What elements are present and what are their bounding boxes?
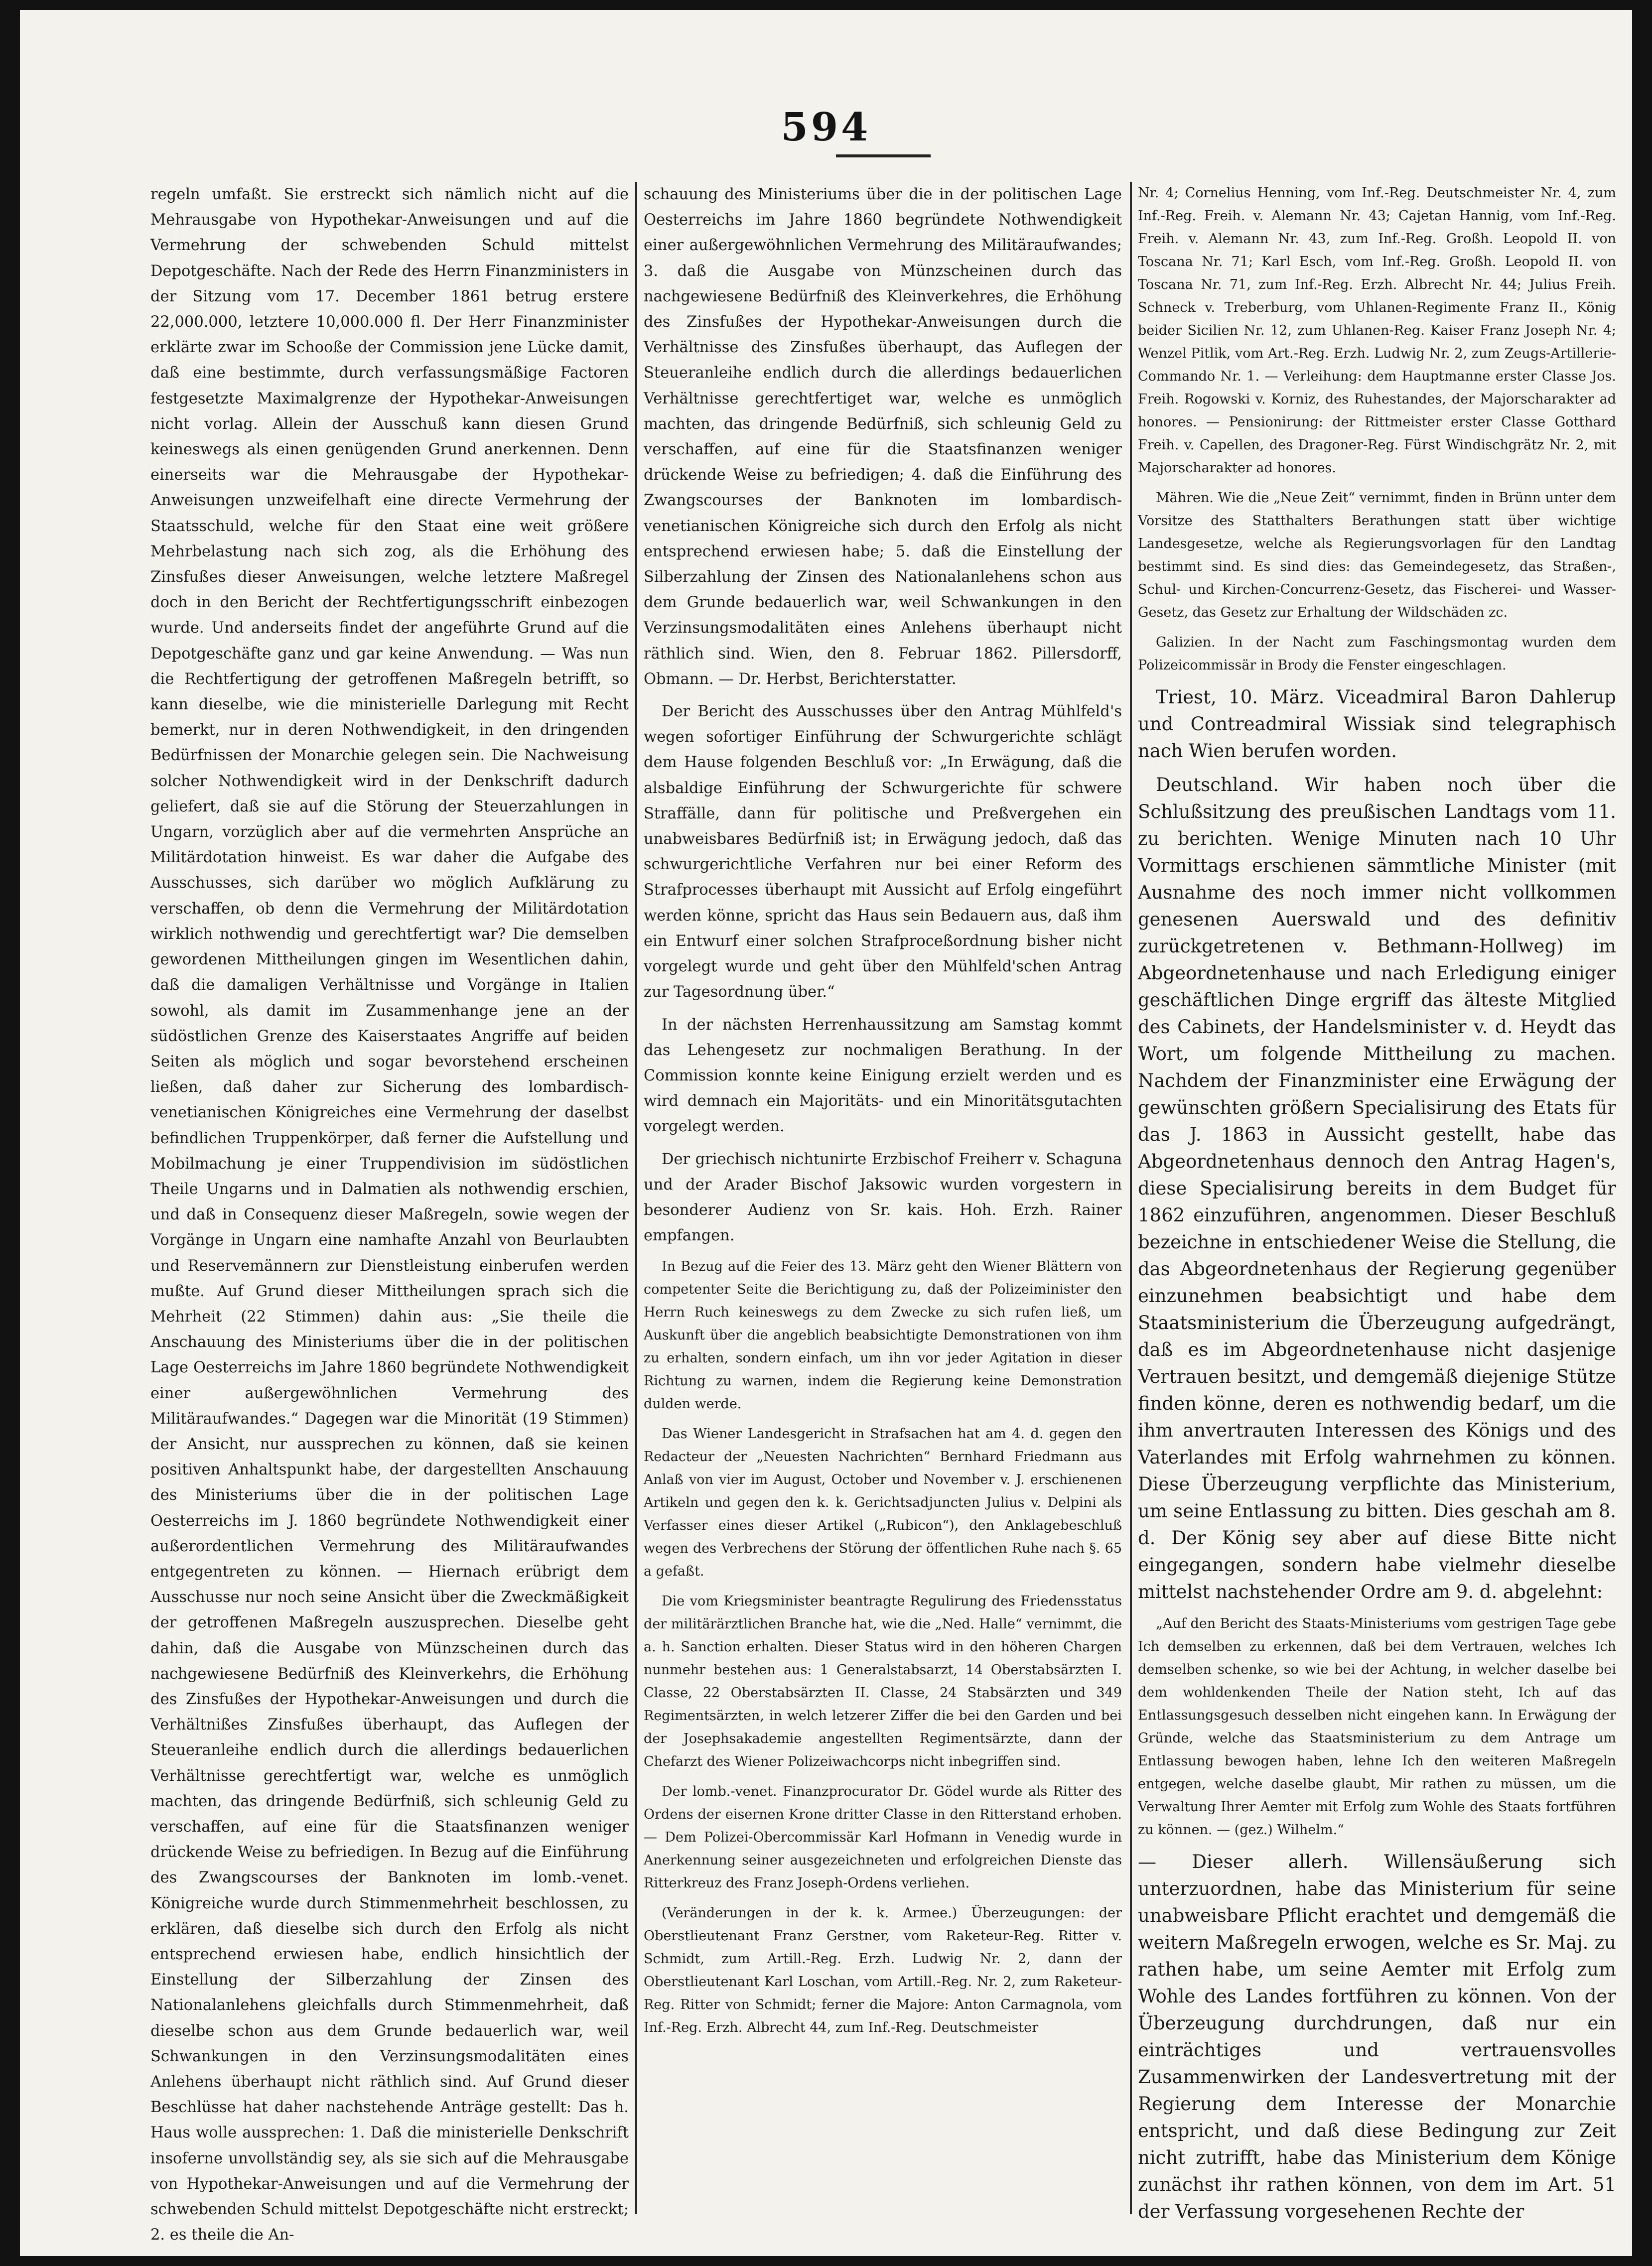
column-divider	[1130, 182, 1132, 2214]
article-paragraph: — Dieser allerh. Willensäußerung sich unterzuordnen, habe das Ministerium für seine unabweisbare Pflicht erachtet und demgemäß die weitern Maßregeln erwogen, welche es Sr. Maj. zu rathen habe, um seine Aemter mit Erfolg zum Wohle des Landes fortführen zu können. Von der Überzeugung durchdrungen, daß nur ein einträchtiges und vertrauensvolles Zusammenwirken der Landesvertretung mit der Regierung dem Interesse der Monarchie entspricht, und daß diese Bedingung zur Zeit nicht zutrifft, habe das Ministerium dem Könige zunächst ihr rathen können, von dem im Art. 51 der Verfassung vorgesehenen Rechte der	[1138, 1851, 1616, 2222]
page-number-underline	[836, 154, 931, 157]
article-paragraph: Triest, 10. März. Viceadmiral Baron Dahlerup und Contreadmiral Wissiak sind telegraphisch nach Wien berufen worden.	[1138, 686, 1616, 762]
article-paragraph: Die vom Kriegsminister beantragte Regulirung des Friedensstatus der militärärztlichen Branche hat, wie die „Ned. Halle“ vernimmt, die a. h. Sanction erhalten. Dieser Status wird in den höheren Chargen nunmehr bestehen aus: 1 Generalstabsarzt, 14 Oberstabsärzten I. Classe, 22 Oberstabsärzten II. Classe, 24 Stabsärzten und 349 Regimentsärzten, in welch letzerer Ziffer die bei den Garden und bei der Josephsakademie angestellten Regimentsärzte, dann der Chefarzt des Wiener Polizeiwachcorps nicht inbegriffen sind.	[644, 1594, 1122, 1770]
newspaper-page	[20, 10, 1632, 2256]
article-paragraph: Deutschland. Wir haben noch über die Schlußsitzung des preußischen Landtags vom 11. zu berichten. Wenige Minuten nach 10 Uhr Vormittags erschienen sämmtliche Minister (mit Ausnahme des noch immer nicht vollkommen genesenen Auerswald und des definitiv zurückgetretenen v. Bethmann-Hollweg) im Abgeordnetenhause und nach Erledigung einiger geschäftlichen Dinge ergriff das älteste Mitglied des Cabinets, der Handelsminister v. d. Heydt das Wort, um folgende Mittheilung zu machen. Nachdem der Finanzminister eine Erwägung der gewünschten größern Specialisirung des Etats für das J. 1863 in Aussicht gestellt, habe das Abgeordnetenhaus dennoch den Antrag Hagen's, diese Specialisirung bereits in dem Budget für 1862 einzuführen, angenommen. Dieser Beschluß bezeichne in entschiedener Weise die Stellung, die das Abgeordnetenhaus der Regierung gegenüber einzunehmen beabsichtigt und habe dem Staatsministerium die Überzeugung aufgedrängt, daß es im Abgeordnetenhause nicht dasjenige Vertrauen besitzt, und demgemäß diejenige Stütze finden könne, deren es nothwendig bedarf, um die ihm anvertrauten Interessen des Königs und des Vaterlandes mit Erfolg wahrnehmen zu können. Diese Überzeugung verpflichte das Ministerium, um seine Entlassung zu bitten. Dies geschah am 8. d. Der König sey aber auf diese Bitte nicht eingegangen, sondern habe vielmehr dieselbe mittelst nachstehender Ordre am 9. d. abgelehnt:	[1138, 774, 1616, 1602]
article-paragraph: regeln umfaßt. Sie erstreckt sich nämlich nicht auf die Mehrausgabe von Hypothekar-Anweisungen und auf die Vermehrung der schwebenden Schuld mittelst Depotgeschäfte. Nach der Rede des Herrn Finanzministers in der Sitzung vom 17. December 1861 betrug erstere 22,000.000, letztere 10,000.000 fl. Der Herr Finanzminister erklärte zwar im Schooße der Commission jene Lücke damit, daß eine bestimmte, durch verfassungsmäßige Factoren festgesetzte Maximalgrenze der Hypothekar-Anweisungen nicht vorlag. Allein der Ausschuß kann diesen Grund keineswegs als einen genügenden Grund anerkennen. Denn einerseits war die Mehrausgabe der Hypothekar-Anweisungen unzweifelhaft eine directe Vermehrung der Staatsschuld, welche für den Staat eine weit größere Mehrbelastung nach sich zog, als die Erhöhung des Zinsfußes dieser Anweisungen, welche letztere Maßregel doch in den Bericht der Rechtfertigungsschrift einbezogen wurde. Und anderseits findet der angeführte Grund auf die Depotgeschäfte ganz und gar keine Anwendung. — Was nun die Rechtfertigung der getroffenen Maßregeln betrifft, so kann dieselbe, wie die ministerielle Darlegung mit Recht bemerkt, nur in deren Nothwendigkeit, in den dringenden Bedürfnissen der Monarchie gelegen sein. Die Nachweisung solcher Nothwendigkeit wird in der Denkschrift dadurch geliefert, daß sie auf die Störung der Steuerzahlungen in Ungarn, vorzüglich aber auf die vermehrten Ansprüche an Militärdotation hinweist. Es war daher die Aufgabe des Ausschusses, sich darüber wo möglich Aufklärung zu verschaffen, ob denn die Vermehrung der Militärdotation wirklich nothwendig und gerechtfertigt war? Die demselben gewordenen Mittheilungen gingen im Wesentlichen dahin, daß die damaligen Verhältnisse und Vorgänge in Italien sowohl, als damit im Zusammenhange jene an der südöstlichen Grenze des Kaiserstaates Angriffe auf beiden Seiten als möglich und sogar bevorstehend erscheinen ließen, daß daher zur Sicherung des lombardisch-venetianischen Königreiches eine Vermehrung der daselbst befindlichen Truppenkörper, daß ferner die Aufstellung und Mobilmachung je einer Truppendivision im südöstlichen Theile Ungarns und in Dalmatien als nothwendig erschien, und daß in Consequenz dieser Maßregeln, sowie wegen der Vorgänge in Ungarn eine namhafte Anzahl von Beurlaubten und Reservemännern zur Dienstleistung einberufen werden mußte. Auf Grund dieser Mittheilungen sprach sich die Mehrheit (22 Stimmen) dahin aus: „Sie theile die Anschauung des Ministeriums über die in der politischen Lage Oesterreichs im Jahre 1860 begründete Nothwendigkeit einer außergewöhnlichen Vermehrung des Militäraufwandes.“ Dagegen war die Minorität (19 Stimmen) der Ansicht, nur aussprechen zu können, daß sie keinen positiven Anhaltspunkt habe, der dargestellten Anschauung des Ministeriums über die in der politischen Lage Oesterreichs im J. 1860 begründete Nothwendigkeit einer außerordentlichen Vermehrung des Militäraufwandes entgegentreten zu können. — Hiernach erübrigt dem Ausschusse nur noch seine Ansicht über die Zweckmäßigkeit der getroffenen Maßregeln auszusprechen. Dieselbe geht dahin, daß die Ausgabe von Münzscheinen durch das nachgewiesene Bedürfniß des Kleinverkehrs, die Erhöhung des Zinsfußes der Hypothekar-Anweisungen und durch die Verhältnißes Zinsfußes überhaupt, das Auflegen der Steueranleihe endlich durch die allerdings bedauerlichen Verhältnisse gerechtfertigt war, welche es unmöglich machten, das dringende Bedürfniß, sich schleunig Geld zu verschaffen, auf eine für die Staatsfinanzen weniger drückende Weise zu befriedigen. In Bezug auf die Einführung des Zwangscourses der Banknoten im lomb.-venet. Königreiche wurde durch Stimmenmehrheit beschlossen, zu erklären, daß dieselbe sich durch den Erfolg als nicht entsprechend erwiesen habe, endlich hinsichtlich der Einstellung der Silberzahlung der Zinsen des Nationalanlehens gleichfalls durch Stimmenmehrheit, daß dieselbe schon aus dem Grunde bedauerlich war, weil Schwankungen in den Verzinsungsmodalitäten eines Anlehens überhaupt nicht räthlich sind. Auf Grund dieser Beschlüsse hat daher nachstehende Anträge gestellt: Das h. Haus wolle aussprechen: 1. Daß die ministerielle Denkschrift insoferne unvollständig sey, als sie sich auf die Mehrausgabe von Hypothekar-Anweisungen und auf die Vermehrung der schwebenden Schuld mittelst Depotgeschäfte nicht erstreckt; 2. es theile die An-	[150, 186, 629, 2244]
article-paragraph: Der griechisch nichtunirte Erzbischof Freiherr v. Schaguna und der Arader Bischof Jaksowic wurden vorgestern in besonderer Audienz von Sr. kais. Hoh. Erzh. Rainer empfangen.	[644, 1150, 1122, 1245]
column-3	[1138, 182, 1616, 2224]
article-paragraph: „Auf den Bericht des Staats-Ministeriums vom gestrigen Tage gebe Ich demselben zu erkennen, daß bei dem Vertrauen, welches Ich demselben schenke, so wie bei der Achtung, in welcher daselbe bei dem wohldenkenden Theile der Nation steht, Ich auf das Entlassungsgesuch desselben nicht eingehen kann. In Erwägung der Gründe, welche das Staatsministerium zu dem Antrage um Entlassung bewogen haben, lehne Ich den weiteren Maßregeln entgegen, welche daselbe glaubt, Mir rathen zu müssen, um die Verwaltung Ihrer Aemter mit Erfolg zum Wohle des Staats fortführen zu können. — (gez.) Wilhelm.“	[1138, 1616, 1616, 1838]
article-paragraph: Der lomb.-venet. Finanzprocurator Dr. Gödel wurde als Ritter des Ordens der eisernen Krone dritter Classe in den Ritterstand erhoben. — Dem Polizei-Obercommissär Karl Hofmann in Venedig wurde in Anerkennung seiner ausgezeichneten und erfolgreichen Dienste das Ritterkreuz des Franz Joseph-Ordens verliehen.	[644, 1784, 1122, 1891]
page-number: 594	[781, 105, 871, 150]
column-divider	[635, 182, 637, 2214]
article-paragraph: In Bezug auf die Feier des 13. März geht den Wiener Blättern von competenter Seite die Berichtigung zu, daß der Polizeiminister den Herrn Ruch keineswegs zu dem Zwecke zu sich rufen ließ, um Auskunft über die angeblich beabsichtigte Demonstrationen von ihm zu erhalten, sondern einfach, um ihn vor jeder Agitation in dieser Richtung zu warnen, indem die Regierung keine Demonstration dulden werde.	[644, 1259, 1122, 1412]
article-paragraph: Der Bericht des Ausschusses über den Antrag Mühlfeld's wegen sofortiger Einführung der Schwurgerichte schlägt dem Hause folgenden Beschluß vor: „In Erwägung, daß die alsbaldige Einführung der Schwurgerichte für schwere Straffälle, dann für politische und Preßvergehen ein unabweisbares Bedürfniß ist; in Erwägung jedoch, daß das schwurgerichtliche Verfahren nur bei einer Reform des Strafprocesses überhaupt mit Aussicht auf Erfolg eingeführt werden könne, spricht das Haus sein Bedauern aus, daß ihm ein Entwurf einer solchen Strafproceßordnung bisher nicht vorgelegt wurde und geht über den Mühlfeld'schen Antrag zur Tagesordnung über.“	[644, 703, 1122, 1001]
column-1	[150, 182, 629, 2244]
article-paragraph: Das Wiener Landesgericht in Strafsachen hat am 4. d. gegen den Redacteur der „Neuesten Nachrichten“ Bernhard Friedmann aus Anlaß von vier im August, October und November v. J. erschienenen Artikeln und gegen den k. k. Gerichtsadjuncten Julius v. Delpini als Verfasser eines dieser Artikel („Rubicon“), den Anklagebeschluß wegen des Verbrechens der Störung der öffentlichen Ruhe nach §. 65 a gefaßt.	[644, 1426, 1122, 1580]
column-2	[644, 182, 1122, 2224]
article-paragraph: Galizien. In der Nacht zum Faschingsmontag wurden dem Polizeicommissär in Brody die Fenster eingeschlagen.	[1138, 635, 1616, 673]
article-paragraph: In der nächsten Herrenhaussitzung am Samstag kommt das Lehengesetz zur nochmaligen Berathung. In der Commission konnte keine Einigung erzielt werden und es wird demnach ein Majoritäts- und ein Minoritätsgutachten vorgelegt werden.	[644, 1016, 1122, 1136]
article-paragraph: Mähren. Wie die „Neue Zeit“ vernimmt, finden in Brünn unter dem Vorsitze des Statthalters Berathungen statt über wichtige Landesgesetze, welche als Regierungsvorlagen für den Landtag bestimmt sind. Es sind dies: das Gemeindegesetz, das Straßen-, Schul- und Kirchen-Concurrenz-Gesetz, das Fischerei- und Wasser-Gesetz, das Gesetz zur Erhaltung der Wildschäden zc.	[1138, 490, 1616, 620]
article-paragraph: schauung des Ministeriums über die in der politischen Lage Oesterreichs im Jahre 1860 begründete Nothwendigkeit einer außergewöhnlichen Vermehrung des Militäraufwandes; 3. daß die Ausgabe von Münzscheinen durch das nachgewiesene Bedürfniß des Kleinverkehres, die Erhöhung des Zinsfußes der Hypothekar-Anweisungen durch die Verhältnisse des Zinsfußes überhaupt, das Auflegen der Steueranleihe endlich durch die allerdings bedauerlichen Verhältnisse gerechtfertiget war, welche es unmöglich machten, das dringende Bedürfniß, sich schleunig Geld zu verschaffen, auf eine für die Staatsfinanzen weniger drückende Weise zu befriedigen; 4. daß die Einführung des Zwangscourses der Banknoten im lombardisch-venetianischen Königreiche sich durch den Erfolg als nicht entsprechend erwiesen habe; 5. daß die Einstellung der Silberzahlung der Zinsen des Nationalanlehens schon aus dem Grunde bedauerlich war, weil Schwankungen in den Verzinsungsmodalitäten eines Anlehens überhaupt nicht räthlich sind. Wien, den 8. Februar 1862. Pillersdorff, Obmann. — Dr. Herbst, Berichterstatter.	[644, 186, 1122, 688]
article-paragraph: (Veränderungen in der k. k. Armee.) Überzeugungen: der Oberstlieutenant Franz Gerstner, vom Raketeur-Reg. Ritter v. Schmidt, zum Artill.-Reg. Erzh. Ludwig Nr. 2, dann der Oberstlieutenant Karl Loschan, vom Artill.-Reg. Nr. 2, zum Raketeur-Reg. Ritter von Schmidt; ferner die Majore: Anton Carmagnola, vom Inf.-Reg. Erzh. Albrecht 44, zum Inf.-Reg. Deutschmeister	[644, 1905, 1122, 2036]
article-paragraph: Nr. 4; Cornelius Henning, vom Inf.-Reg. Deutschmeister Nr. 4, zum Inf.-Reg. Freih. v. Alemann Nr. 43; Cajetan Hannig, vom Inf.-Reg. Freih. v. Alemann Nr. 43, zum Inf.-Reg. Großh. Leopold II. von Toscana Nr. 71; Karl Esch, vom Inf.-Reg. Großh. Leopold II. von Toscana Nr. 71, zum Inf.-Reg. Erzh. Albrecht Nr. 44; Julius Freih. Schneck v. Treberburg, vom Uhlanen-Regimente Franz II., König beider Sicilien Nr. 12, zum Uhlanen-Reg. Kaiser Franz Joseph Nr. 4; Wenzel Pitlik, vom Art.-Reg. Erzh. Ludwig Nr. 2, zum Zeugs-Artillerie-Commando Nr. 1. — Verleihung: dem Hauptmanne erster Classe Jos. Freih. Rogowski v. Korniz, des Ruhestandes, der Majorscharakter ad honores. — Pensionirung: der Rittmeister erster Classe Gotthard Freih. v. Capellen, des Dragoner-Reg. Fürst Windischgrätz Nr. 2, mit Majorscharakter ad honores.	[1138, 185, 1616, 476]
